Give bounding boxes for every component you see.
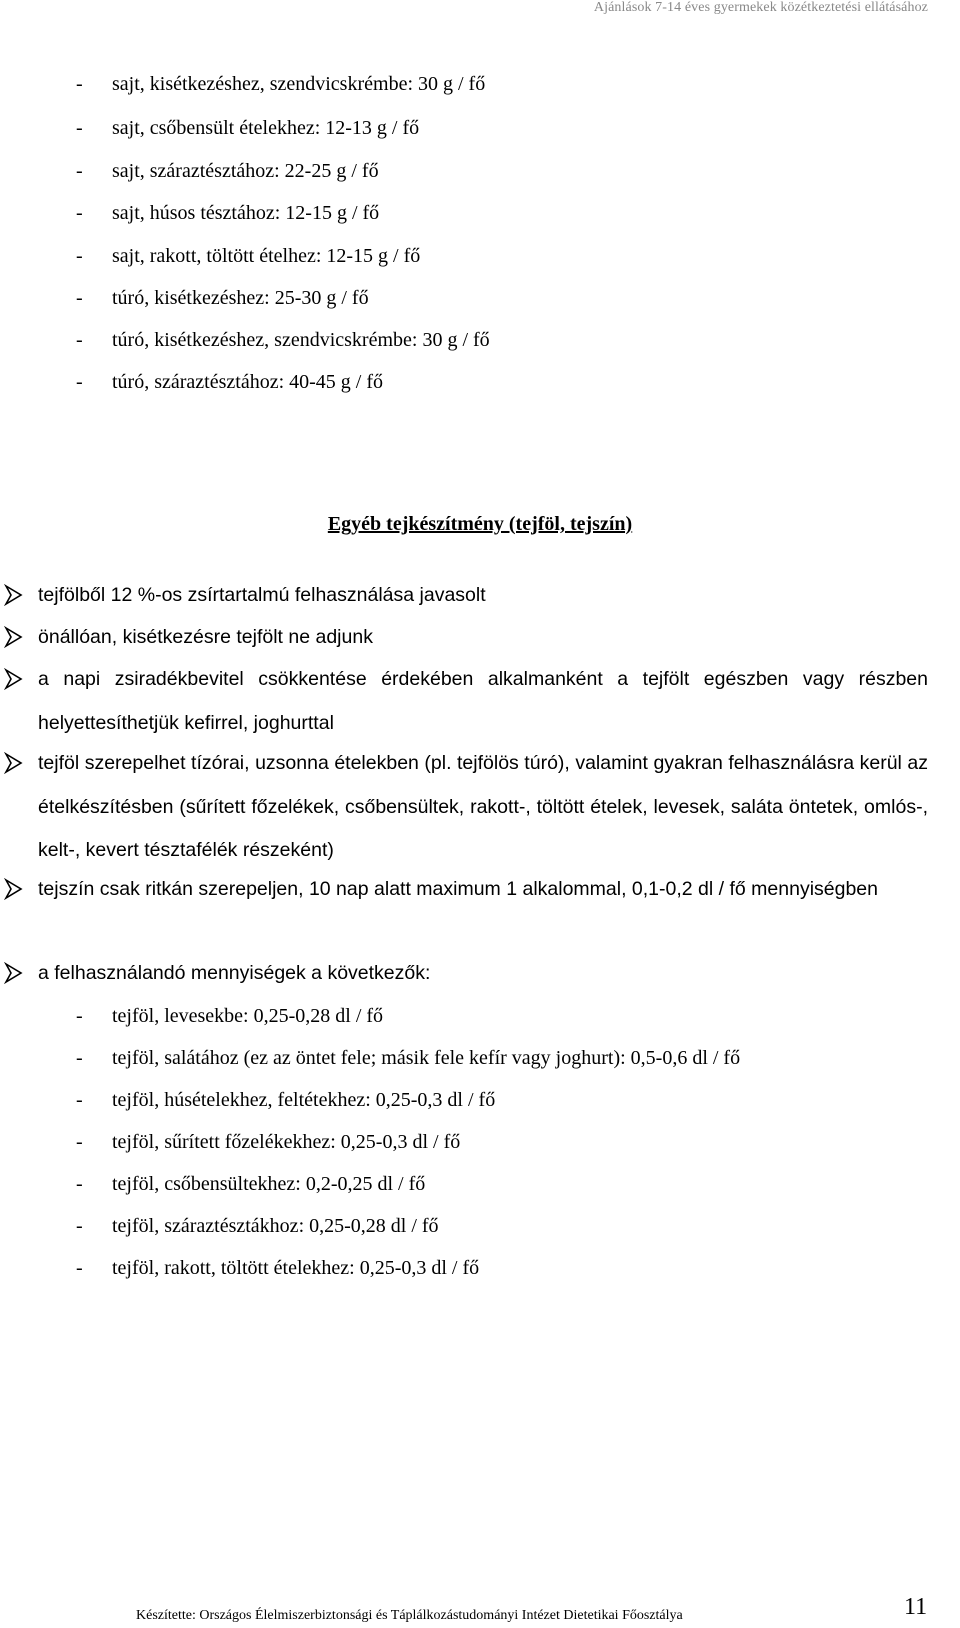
bullet-text: a napi zsiradékbevitel csökkentése érdekében alkalmanként a tejfölt egészben vagy részben helyettesíthetjük kefirrel, joghurttal <box>38 668 928 734</box>
arrow-bullet-icon <box>4 668 24 690</box>
list-item-text: tejföl, száraztésztákhoz: 0,25-0,28 dl / fő <box>112 1215 439 1237</box>
list-item <box>76 1004 383 1028</box>
list-item <box>76 286 369 310</box>
list-item-text: tejföl, húsételekhez, feltétekhez: 0,25-0,3 dl / fő <box>112 1089 496 1111</box>
arrow-bullet-icon <box>4 752 24 774</box>
dash-marker: - <box>76 1131 83 1153</box>
bullet-text: tejföl szerepelhet tízórai, uzsonna ételekben (pl. tejfölös túró), valamint gyakran felhasználásra kerül az ételkészítésben (sűrített főzelékek, csőbensültek, rakott-, töltött ételek, levesek, saláta öntetek, omlós-, kelt-, kevert tésztafélék részeként) <box>38 752 928 861</box>
bullet-text: a felhasználandó mennyiségek a következők: <box>38 962 431 984</box>
arrow-bullet-icon <box>4 878 24 900</box>
bullet-text: tejfölből 12 %-os zsírtartalmú felhasználása javasolt <box>38 584 486 606</box>
dash-marker: - <box>76 1215 83 1237</box>
list-item-text: tejföl, sűrített főzelékekhez: 0,25-0,3 dl / fő <box>112 1131 461 1153</box>
list-item <box>76 1130 460 1154</box>
list-item-text: sajt, kisétkezéshez, szendvicskrémbe: 30 g / fő <box>112 73 486 95</box>
list-item <box>76 244 420 268</box>
section-title: Egyéb tejkészítmény (tejföl, tejszín) <box>327 513 633 535</box>
list-item <box>76 116 419 140</box>
list-item-text: sajt, csőbensült ételekhez: 12-13 g / fő <box>112 117 420 139</box>
bullet-text: tejszín csak ritkán szerepeljen, 10 nap alatt maximum 1 alkalommal, 0,1-0,2 dl / fő mennyiségben <box>38 878 878 900</box>
list-item <box>76 328 490 352</box>
list-item-text: sajt, rakott, töltött ételhez: 12-15 g / fő <box>112 245 421 267</box>
list-item-text: tejföl, rakott, töltött ételekhez: 0,25-0,3 dl / fő <box>112 1257 480 1279</box>
list-item-text: tejföl, levesekbe: 0,25-0,28 dl / fő <box>112 1005 384 1027</box>
arrow-bullet-icon <box>4 584 24 606</box>
list-item-text: túró, kisétkezéshez: 25-30 g / fő <box>112 287 369 309</box>
dash-marker: - <box>76 1173 83 1195</box>
list-item <box>76 370 383 394</box>
list-item <box>76 1214 439 1238</box>
list-item <box>76 1088 495 1112</box>
list-item <box>76 1172 425 1196</box>
dash-marker: - <box>76 73 83 95</box>
arrow-bullet-icon <box>4 626 24 648</box>
arrow-bullet-icon <box>4 962 24 984</box>
page-number: 11 <box>904 1594 928 1620</box>
dash-marker: - <box>76 287 83 309</box>
list-item-text: tejföl, salátához (ez az öntet fele; másik fele kefír vagy joghurt): 0,5-0,6 dl / fő <box>112 1047 741 1069</box>
list-item-text: túró, száraztésztához: 40-45 g / fő <box>112 371 384 393</box>
list-item-text: túró, kisétkezéshez, szendvicskrémbe: 30 g / fő <box>112 329 490 351</box>
dash-marker: - <box>76 371 83 393</box>
list-item <box>76 72 485 96</box>
list-item <box>76 159 379 183</box>
bullet-text: önállóan, kisétkezésre tejfölt ne adjunk <box>38 626 373 648</box>
dash-marker: - <box>76 1257 83 1279</box>
dash-marker: - <box>76 160 83 182</box>
list-item-text: sajt, húsos tésztához: 12-15 g / fő <box>112 202 380 224</box>
dash-marker: - <box>76 1047 83 1069</box>
list-item <box>76 1046 740 1070</box>
running-header: Ajánlások 7-14 éves gyermekek közétkeztetési ellátásához <box>593 0 928 15</box>
list-item-text: tejföl, csőbensültekhez: 0,2-0,25 dl / fő <box>112 1173 426 1195</box>
dash-marker: - <box>76 329 83 351</box>
list-item-text: sajt, száraztésztához: 22-25 g / fő <box>112 160 379 182</box>
dash-marker: - <box>76 117 83 139</box>
page-footer: Készítette: Országos Élelmiszerbiztonsági és Táplálkozástudományi Intézet Dietetikai Főosztálya <box>136 1608 683 1623</box>
dash-marker: - <box>76 245 83 267</box>
list-item <box>76 1256 479 1280</box>
dash-marker: - <box>76 202 83 224</box>
list-item <box>76 201 379 225</box>
dash-marker: - <box>76 1089 83 1111</box>
dash-marker: - <box>76 1005 83 1027</box>
